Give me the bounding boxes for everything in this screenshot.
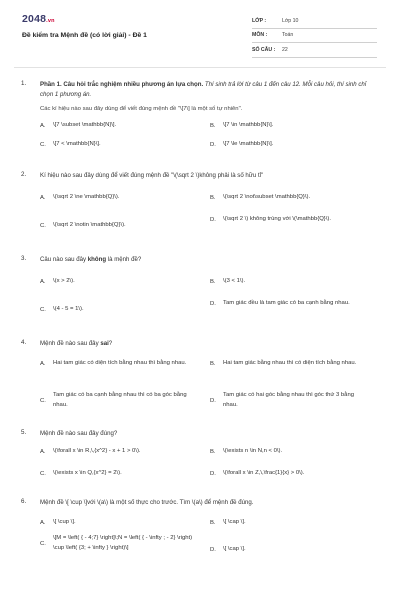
option-letter: B. — [210, 360, 216, 367]
question-text-post: ? — [108, 340, 113, 347]
option-letter: C. — [40, 306, 46, 313]
option-letter: A. — [40, 278, 46, 285]
question-text: Các kí hiệu nào sau đây dùng để viết đúng mệnh đề "\[7\] là một số tự nhiên". — [40, 106, 243, 112]
info-key: MÔN : — [252, 32, 268, 39]
option-b[interactable] — [210, 277, 245, 287]
option-letter: A. — [40, 360, 46, 367]
option-c[interactable] — [40, 391, 200, 410]
info-panel — [252, 14, 377, 58]
question-text-emphasis: không — [87, 256, 107, 263]
option-letter: A. — [40, 448, 46, 455]
option-a[interactable] — [40, 193, 119, 203]
part-instruction: Thí sinh trả lời từ câu 1 đến câu 12. Mỗi câu hỏi, thí sinh chỉ chọn 1 phương án. — [40, 81, 367, 98]
options — [40, 265, 378, 325]
question-3 — [0, 255, 400, 339]
option-text: \[7 < \mathbb{N}\]. — [53, 141, 101, 147]
option-letter: B. — [210, 278, 216, 285]
option-text: Tam giác có ba cạnh bằng nhau thì có ba góc bằng nhau. — [53, 392, 187, 408]
option-letter: B. — [210, 122, 216, 129]
options — [40, 181, 378, 241]
question-number: 2. — [21, 171, 27, 178]
option-c[interactable] — [40, 140, 101, 150]
option-letter: C. — [40, 222, 46, 229]
option-d[interactable] — [210, 391, 370, 410]
question-text — [40, 339, 378, 349]
option-a[interactable] — [40, 359, 200, 369]
option-letter: D. — [210, 141, 216, 148]
option-text: \(\forall x \in R,\,{x^2} - x + 1 > 0\). — [53, 448, 141, 454]
info-key: SỐ CÂU : — [252, 46, 276, 53]
question-number: 1. — [21, 80, 27, 87]
info-row-count — [252, 43, 377, 58]
option-text: \(\sqrt 2 \not\subset \mathbb{Q}\). — [223, 194, 311, 200]
question-text-emphasis: sai — [100, 340, 109, 347]
question-number: 6. — [21, 498, 27, 505]
option-c[interactable] — [40, 469, 122, 479]
option-b[interactable] — [210, 447, 282, 457]
option-letter: C. — [40, 141, 46, 148]
option-d[interactable] — [210, 215, 370, 225]
question-text — [40, 255, 378, 265]
option-letter: C. — [40, 470, 46, 477]
option-text: \[ \cap \]. — [223, 519, 246, 525]
site-logo[interactable] — [22, 13, 55, 25]
option-a[interactable] — [40, 121, 116, 131]
question-text: Mệnh đề \[ \cup \]với \(a\) là một số thực cho trước. Tìm \(a\) để mệnh đề đúng. — [40, 499, 254, 506]
header-divider — [14, 67, 386, 68]
option-c[interactable] — [40, 534, 202, 553]
option-b[interactable] — [210, 121, 273, 131]
option-letter: D. — [210, 300, 216, 307]
option-d[interactable] — [210, 299, 370, 309]
option-d[interactable] — [210, 469, 304, 479]
option-text: \[ \cap \]. — [223, 546, 246, 552]
page-title: Đề kiểm tra Mệnh đề (có lời giải) - Đề 1 — [22, 32, 147, 39]
question-number: 4. — [21, 339, 27, 346]
question-1 — [0, 80, 400, 171]
options — [40, 349, 378, 419]
info-value: Lớp 10 — [282, 17, 299, 24]
option-text: \(\sqrt 2 \ne \mathbb{Q}\). — [53, 194, 120, 200]
option-a[interactable] — [40, 518, 76, 528]
option-text: \[7 \in \mathbb{N}\]. — [223, 122, 274, 128]
option-text: \[7 \le \mathbb{N}\]. — [223, 141, 274, 147]
option-letter: A. — [40, 194, 46, 201]
logo-main: 2048 — [22, 13, 47, 25]
part-heading-block — [40, 80, 378, 100]
option-a[interactable] — [40, 277, 75, 287]
option-text: \[ \cup \]. — [53, 519, 76, 525]
options — [40, 508, 378, 578]
option-text: \(x > 2\). — [53, 278, 75, 284]
logo-tld: .vn — [46, 18, 55, 24]
info-key: LỚP : — [252, 17, 267, 24]
option-letter: B. — [210, 448, 216, 455]
question-number: 3. — [21, 255, 27, 262]
option-text: \[M = \left( { - 4;7} \right]\;N = \left( { - \infty ; - 2} \right) \cup \left( {3; + \infty } \right)\] — [53, 535, 193, 551]
question-5 — [0, 429, 400, 498]
option-text: \(\exists n \in N,n < 0\). — [223, 448, 283, 454]
option-text: \(4 - 5 = 1\). — [53, 306, 84, 312]
question-text: Mệnh đề nào sau đây đúng? — [40, 430, 118, 437]
question-text-pre: Mệnh đề nào sau đây — [40, 340, 101, 347]
option-c[interactable] — [40, 305, 84, 315]
options — [40, 114, 378, 154]
question-6 — [0, 498, 400, 578]
option-b[interactable] — [210, 518, 246, 528]
option-text: \(\exists x \in Q,{x^2} = 2\). — [53, 470, 122, 476]
option-letter: A. — [40, 519, 46, 526]
question-list — [0, 80, 400, 578]
info-row-class — [252, 14, 377, 29]
option-text: Hai tam giác có diện tích bằng nhau thì bằng nhau. — [53, 360, 187, 366]
option-letter: D. — [210, 216, 216, 223]
info-value: 22 — [282, 46, 288, 53]
option-c[interactable] — [40, 221, 126, 231]
option-letter: D. — [210, 546, 216, 553]
option-letter: A. — [40, 122, 46, 129]
question-number: 5. — [21, 429, 27, 436]
option-letter: D. — [210, 470, 216, 477]
option-text: \(3 < 1\). — [223, 278, 246, 284]
option-text: Tam giác có hai góc bằng nhau thì góc thứ 3 bằng nhau. — [223, 392, 355, 408]
option-text: \(\forall x \in Z,\,\frac{1}{x} > 0\). — [223, 470, 305, 476]
header — [0, 0, 400, 62]
question-text-post: là mệnh đề? — [106, 256, 142, 263]
option-letter: D. — [210, 397, 216, 404]
option-letter: B. — [210, 194, 216, 201]
option-letter: B. — [210, 519, 216, 526]
option-b[interactable] — [210, 359, 370, 369]
option-text: \(\sqrt 2 \) không trùng với \(\mathbb{Q}\). — [223, 216, 331, 222]
option-letter: C. — [40, 540, 46, 547]
question-text: Kí hiệu nào sau đây dùng để viết đúng mệnh đề "\(\sqrt 2 \)không phải là số hữu tỉ" — [40, 172, 264, 179]
option-a[interactable] — [40, 447, 141, 457]
info-value: Toán — [282, 32, 294, 39]
option-text: Hai tam giác bằng nhau thì có diện tích bằng nhau. — [223, 360, 357, 366]
part-heading: Phần 1. Câu hỏi trắc nghiệm nhiều phương án lựa chọn. — [40, 81, 204, 88]
options — [40, 439, 378, 489]
info-row-subject — [252, 29, 377, 44]
question-4 — [0, 339, 400, 429]
question-2 — [0, 171, 400, 255]
option-text: \[7 \subset \mathbb{N}\]. — [53, 122, 117, 128]
option-text: \(\sqrt 2 \notin \mathbb{Q}\). — [53, 222, 126, 228]
option-letter: C. — [40, 397, 46, 404]
question-text-pre: Câu nào sau đây — [40, 256, 88, 263]
option-b[interactable] — [210, 193, 310, 203]
option-text: Tam giác đều là tam giác có ba cạnh bằng nhau. — [223, 300, 350, 306]
option-d[interactable] — [210, 140, 273, 150]
option-d[interactable] — [210, 545, 246, 555]
